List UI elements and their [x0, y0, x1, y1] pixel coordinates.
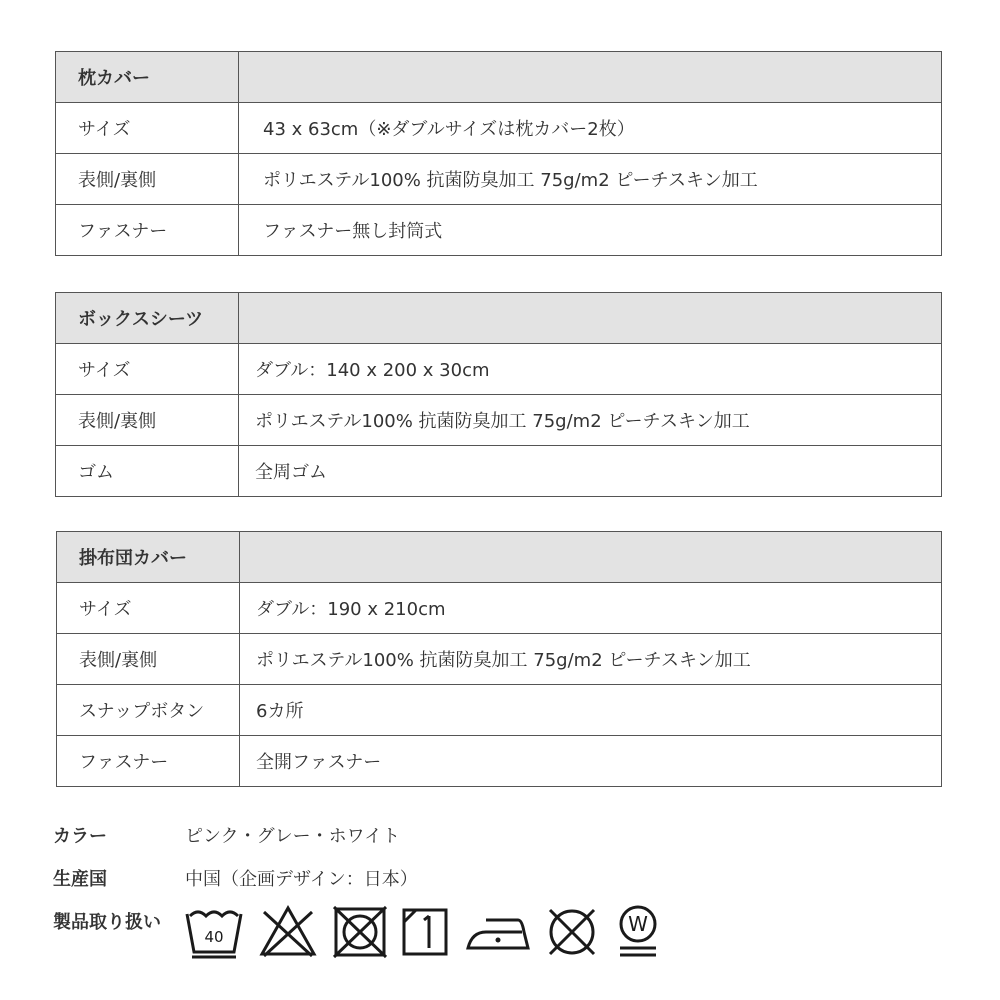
no-tumble-dry-icon [330, 904, 390, 960]
table-header-blank [239, 52, 942, 103]
duvet-cover-spec-table [56, 531, 942, 787]
table-row [57, 685, 942, 736]
no-dry-clean-icon [544, 904, 600, 960]
pillowcase-spec-table [55, 51, 942, 256]
table-row [56, 446, 942, 497]
table-title: 掛布団カバー [57, 532, 240, 583]
table-row [57, 634, 942, 685]
origin-label: 生産国 [53, 869, 107, 890]
row-value: 43 x 63cm（※ダブルサイズは枕カバー2枚） [239, 103, 942, 154]
row-value: 6カ所 [240, 685, 942, 736]
row-label: ファスナー [57, 736, 240, 787]
wet-clean-icon [616, 904, 662, 960]
table-header-blank [240, 532, 942, 583]
box-sheet-spec-table [55, 292, 942, 497]
line-dry-shade-icon [400, 904, 450, 960]
row-label: サイズ [56, 103, 239, 154]
no-bleach-icon [258, 904, 318, 960]
row-value: 全周ゴム [239, 446, 942, 497]
color-value: ピンク・グレー・ホワイト [185, 826, 401, 847]
row-label: スナップボタン [57, 685, 240, 736]
table-header-row [57, 532, 942, 583]
row-value: 全開ファスナー [240, 736, 942, 787]
row-label: 表側/裏側 [56, 395, 239, 446]
row-label: ファスナー [56, 205, 239, 256]
row-value: ファスナー無し封筒式 [239, 205, 942, 256]
iron-low-icon [464, 904, 534, 960]
row-value: ダブル：140 x 200 x 30cm [239, 344, 942, 395]
table-row [56, 154, 942, 205]
row-value: ダブル：190 x 210cm [240, 583, 942, 634]
table-row [56, 205, 942, 256]
table-row [56, 344, 942, 395]
row-label: サイズ [57, 583, 240, 634]
table-row [57, 736, 942, 787]
wash-temperature: 40 [204, 928, 224, 946]
table-row [56, 395, 942, 446]
care-label: 製品取り扱い [53, 912, 161, 933]
table-title: 枕カバー [56, 52, 239, 103]
row-label: 表側/裏側 [56, 154, 239, 205]
row-label: ゴム [56, 446, 239, 497]
table-header-row [56, 293, 942, 344]
origin-value: 中国（企画デザイン：日本） [185, 869, 418, 890]
row-value: ポリエステル100% 抗菌防臭加工 75g/m2 ピーチスキン加工 [240, 634, 942, 685]
table-row [57, 583, 942, 634]
row-label: 表側/裏側 [57, 634, 240, 685]
color-label: カラー [53, 826, 107, 847]
row-label: サイズ [56, 344, 239, 395]
wet-clean-letter: W [628, 912, 648, 936]
table-row [56, 103, 942, 154]
table-title: ボックスシーツ [56, 293, 239, 344]
table-header-blank [239, 293, 942, 344]
table-header-row [56, 52, 942, 103]
row-value: ポリエステル100% 抗菌防臭加工 75g/m2 ピーチスキン加工 [239, 395, 942, 446]
row-value: ポリエステル100% 抗菌防臭加工 75g/m2 ピーチスキン加工 [239, 154, 942, 205]
wash-40-icon [184, 904, 244, 960]
